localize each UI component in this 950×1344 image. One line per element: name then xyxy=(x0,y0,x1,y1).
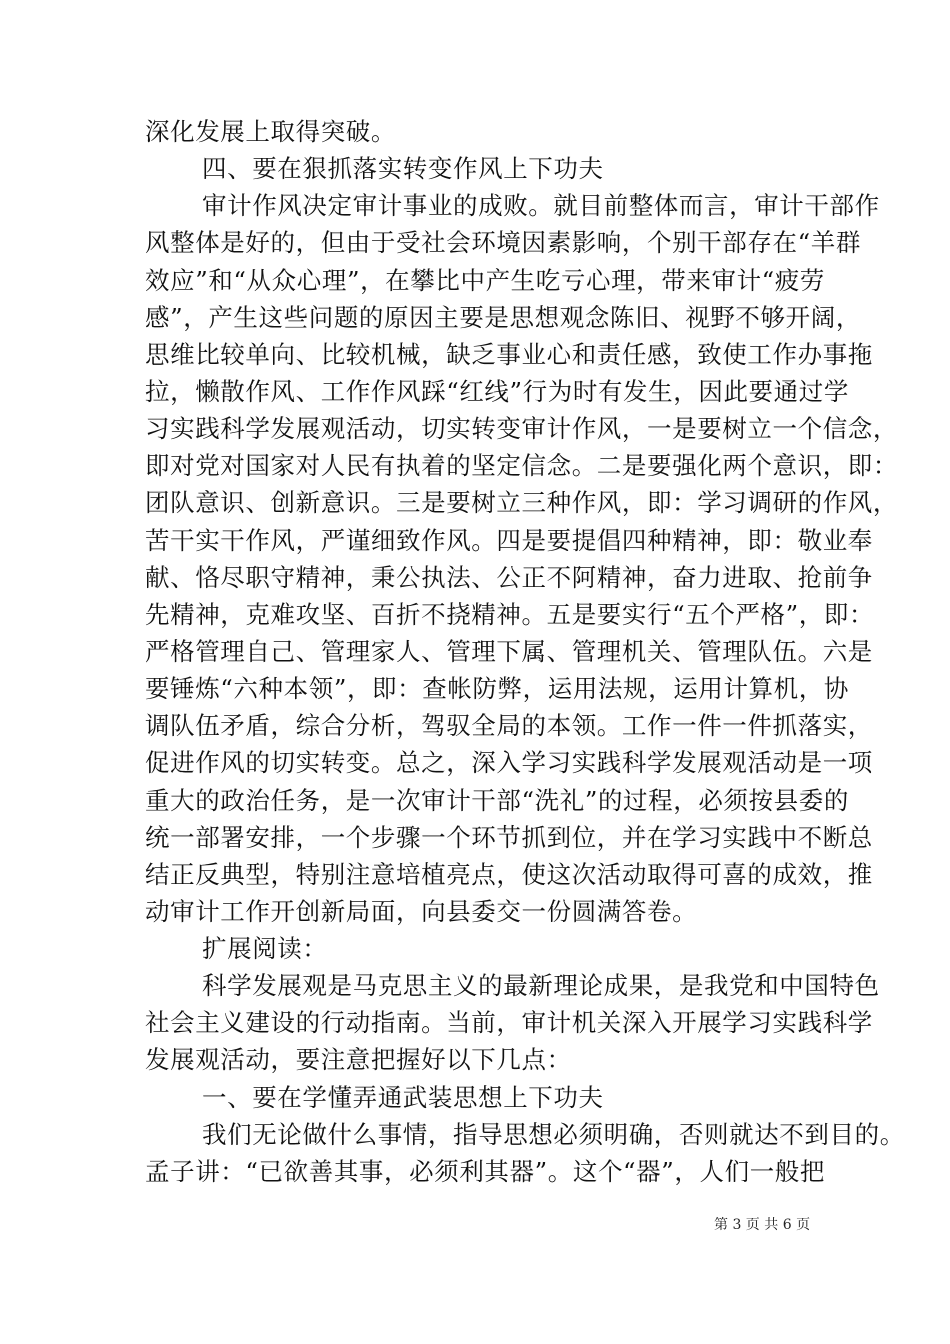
section-heading: 扩展阅读： xyxy=(202,934,328,963)
text-line: 调队伍矛盾，综合分析，驾驭全局的本领。工作一件一件抓落实， xyxy=(145,711,873,740)
text-line: 苦干实干作风，严谨细致作风。四是要提倡四种精神，即：敬业奉 xyxy=(145,526,873,555)
text-line: 要锤炼“六种本领”，即：查帐防弊，运用法规，运用计算机，协 xyxy=(145,674,849,703)
text-line: 科学发展观是马克思主义的最新理论成果，是我党和中国特色 xyxy=(202,971,880,1000)
text-line: 拉，懒散作风、工作作风踩“红线”行为时有发生，因此要通过学 xyxy=(145,377,849,406)
text-line: 孟子讲：“已欲善其事，必须利其器”。这个“器”，人们一般把 xyxy=(145,1157,825,1186)
text-line: 发展观活动，要注意把握好以下几点： xyxy=(145,1045,572,1074)
text-line: 团队意识、创新意识。三是要树立三种作风，即：学习调研的作风， xyxy=(145,488,898,517)
text-line: 感”，产生这些问题的原因主要是思想观念陈旧、视野不够开阔， xyxy=(145,303,861,332)
text-line: 统一部署安排，一个步骤一个环节抓到位，并在学习实践中不断总 xyxy=(145,823,873,852)
text-line: 即对党对国家对人民有执着的坚定信念。二是要强化两个意识，即： xyxy=(145,451,898,480)
text-line: 促进作风的切实转变。总之，深入学习实践科学发展观活动是一项 xyxy=(145,748,873,777)
text-line: 结正反典型，特别注意培植亮点，使这次活动取得可喜的成效，推 xyxy=(145,860,873,889)
text-line: 思维比较单向、比较机械，缺乏事业心和责任感，致使工作办事拖 xyxy=(145,340,873,369)
section-heading: 一、要在学懂弄通武装思想上下功夫 xyxy=(202,1083,604,1112)
text-line: 严格管理自己、管理家人、管理下属、管理机关、管理队伍。六是 xyxy=(145,637,873,666)
text-line: 动审计工作开创新局面，向县委交一份圆满答卷。 xyxy=(145,897,698,926)
text-line: 我们无论做什么事情，指导思想必须明确，否则就达不到目的。 xyxy=(202,1120,905,1149)
text-line: 风整体是好的，但由于受社会环境因素影响，个别干部存在“羊群 xyxy=(145,228,861,257)
text-line: 重大的政治任务，是一次审计干部“洗礼”的过程，必须按县委的 xyxy=(145,786,849,815)
text-line: 献、恪尽职守精神，秉公执法、公正不阿精神，奋力进取、抢前争 xyxy=(145,563,873,592)
page-indicator: 第 3 页 共 6 页 xyxy=(714,1217,811,1233)
text-line: 审计作风决定审计事业的成败。就目前整体而言，审计干部作 xyxy=(202,191,880,220)
text-line: 深化发展上取得突破。 xyxy=(145,117,396,146)
section-heading: 四、要在狠抓落实转变作风上下功夫 xyxy=(202,154,604,183)
text-line: 社会主义建设的行动指南。当前，审计机关深入开展学习实践科学 xyxy=(145,1008,873,1037)
text-line: 效应”和“从众心理”，在攀比中产生吃亏心理，带来审计“疲劳 xyxy=(145,266,825,295)
text-line: 习实践科学发展观活动，切实转变审计作风，一是要树立一个信念， xyxy=(145,414,898,443)
text-line: 先精神，克难攻坚、百折不挠精神。五是要实行“五个严格”，即： xyxy=(145,600,875,629)
